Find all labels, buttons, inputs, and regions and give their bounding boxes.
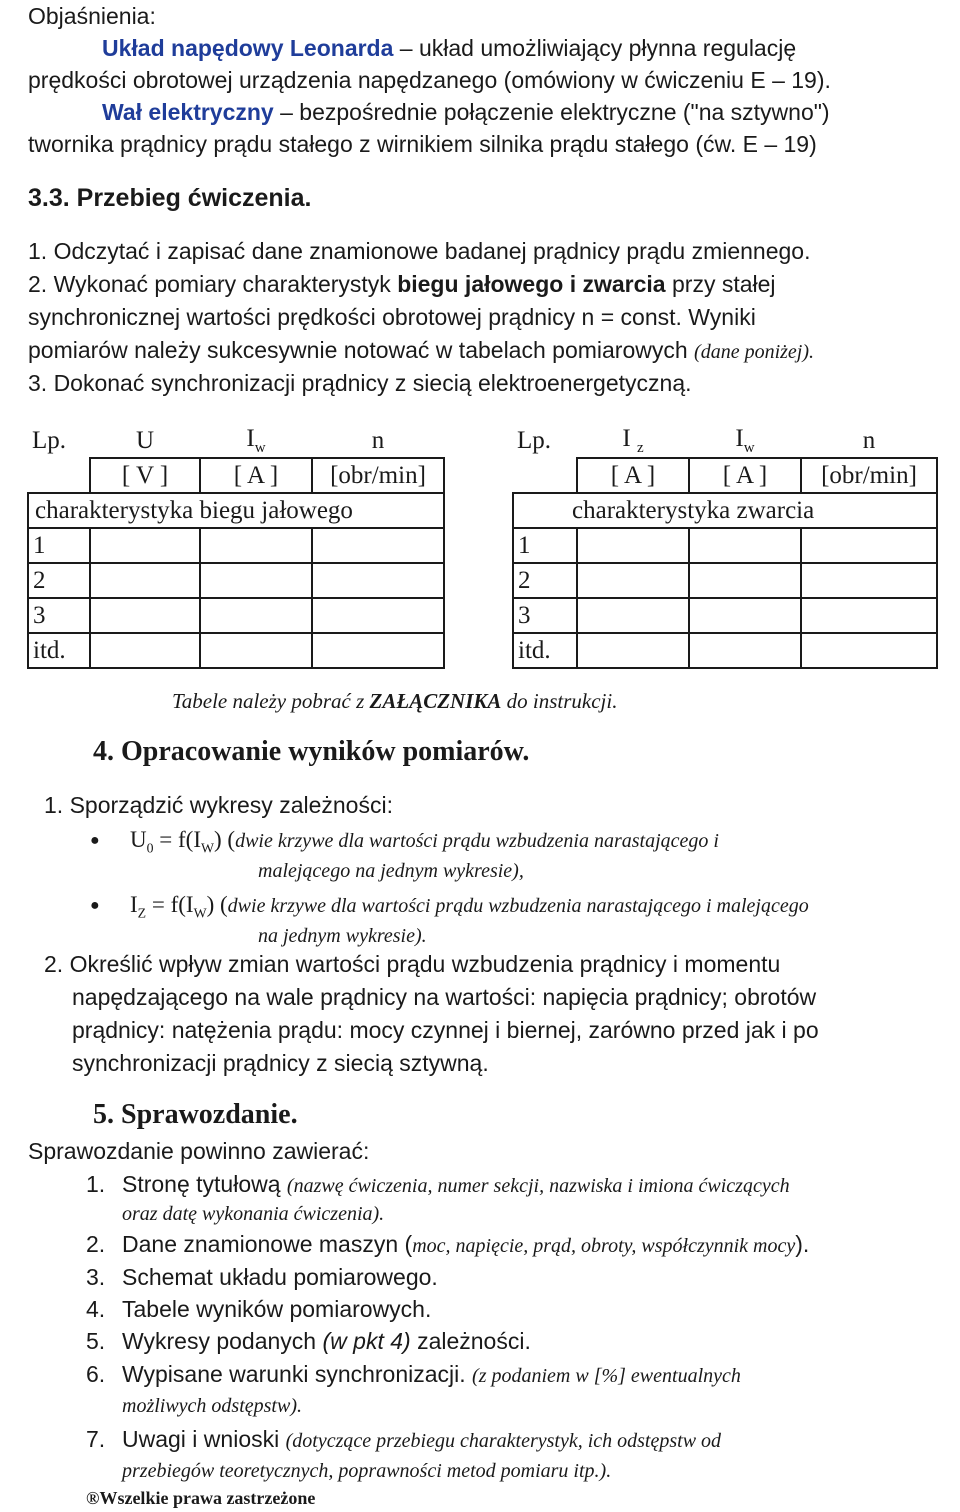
section-4-item-2-l3: prądnicy: natężenia prądu: mocy czynnej i biernej, zarówno przed jak i po: [72, 1017, 819, 1043]
bullet-1: $U_0 = f(I_W)$ (dwie krzywe dla wartości prądu wzbudzenia narastającego i: [130, 827, 719, 856]
list-item-num: 3.: [86, 1264, 106, 1290]
unit-rpm: [obr/min]: [312, 458, 444, 493]
step-2: 2. Wykonać pomiary charakterystyk biegu jałowego i zwarcia przy stałej: [28, 271, 776, 297]
bullet-1-cont: malejącego na jednym wykresie),: [258, 860, 524, 882]
list-item-num: 7.: [86, 1426, 106, 1452]
list-item-cont: oraz datę wykonania ćwiczenia).: [122, 1203, 385, 1225]
explanations-heading: Objaśnienia:: [28, 3, 156, 29]
list-item: Wykresy podanych (w pkt 4) zależności.: [122, 1328, 531, 1354]
list-item: Dane znamionowe maszyn (moc, napięcie, prąd, obroty, współczynnik mocy).: [122, 1231, 810, 1257]
section-4-item-1: 1. Sporządzić wykresy zależności:: [44, 792, 393, 818]
step-2-line3: pomiarów należy sukcesywnie notować w tabelach pomiarowych (dane poniżej).: [28, 337, 815, 363]
section-4-item-2-l4: synchronizacji prądnicy z siecią sztywną.: [72, 1050, 489, 1076]
bullet-icon: ●: [90, 832, 100, 849]
table-row: 3: [28, 598, 444, 633]
unit-rpm: [obr/min]: [801, 458, 937, 493]
table-row: 1: [28, 528, 444, 563]
step-3: 3. Dokonać synchronizacji prądnicy z siecią elektroenergetyczną.: [28, 370, 692, 396]
section-4-item-2-l2: napędzającego na wale prądnicy na wartości: napięcia prądnicy; obrotów: [72, 984, 817, 1010]
table-header-lp: Lp.: [517, 427, 552, 454]
list-item-num: 2.: [86, 1231, 106, 1257]
registered-icon: ®: [86, 1488, 100, 1508]
table-header-n: n: [371, 426, 385, 454]
bullet-2: $I_Z = f(I_W)$ (dwie krzywe dla wartości prądu wzbudzenia narastającego i malejącego: [130, 892, 809, 921]
list-item: Stronę tytułową (nazwę ćwiczenia, numer sekcji, nazwiska i imiona ćwiczących: [122, 1171, 790, 1197]
step-2-line2: synchronicznej wartości prędkości obrotowej prądnicy n = const. Wyniki: [28, 304, 756, 330]
table-row: 1: [513, 528, 937, 563]
table-idle-run: [27, 424, 445, 669]
list-item-cont: przebiegów teoretycznych, poprawności metod pomiaru itp.).: [122, 1460, 612, 1482]
list-item-num: 4.: [86, 1296, 106, 1322]
explanation-leonard-cont: prędkości obrotowej urządzenia napędzanego (omówiony w ćwiczeniu E – 19).: [28, 67, 831, 93]
table-header-iz: I $_z$: [622, 424, 644, 456]
copyright-notice: ®Wszelkie prawa zastrzeżone: [86, 1488, 316, 1508]
table-header-iw: $I_w$: [246, 424, 266, 456]
unit-a: [ A ]: [200, 458, 312, 493]
section-3-3-heading: 3.3. Przebieg ćwiczenia.: [28, 184, 312, 212]
table-header-u: U: [135, 426, 155, 454]
list-item-cont: możliwych odstępstw).: [122, 1395, 302, 1417]
term-wal: Wał elektryczny: [102, 99, 274, 125]
term-leonard: Układ napędowy Leonarda: [102, 35, 394, 61]
section-5-heading: 5. Sprawozdanie.: [93, 1099, 298, 1130]
list-item: Tabele wyników pomiarowych.: [122, 1296, 432, 1322]
step-1: 1. Odczytać i zapisać dane znamionowe badanej prądnicy prądu zmiennego.: [28, 238, 811, 264]
table-header-iw: $I_w$: [735, 424, 755, 456]
table-row: itd.: [513, 633, 937, 668]
list-item: Uwagi i wnioski (dotyczące przebiegu charakterystyk, ich odstępstw od: [122, 1426, 722, 1452]
list-item: Wypisane warunki synchronizacji. (z podaniem w [%] ewentualnych: [122, 1361, 741, 1387]
table-row: 3: [513, 598, 937, 633]
list-item-num: 5.: [86, 1328, 106, 1354]
list-item-num: 1.: [86, 1171, 106, 1197]
section-4-item-2: 2. Określić wpływ zmian wartości prądu wzbudzenia prądnicy i momentu: [44, 951, 781, 977]
section-5-intro: Sprawozdanie powinno zawierać:: [28, 1138, 370, 1164]
table-header-n: n: [862, 426, 876, 454]
table-row: 2: [513, 563, 937, 598]
explanation-wal: Wał elektryczny – bezpośrednie połączenie elektryczne ("na sztywno"): [102, 99, 830, 125]
table-row: 2: [28, 563, 444, 598]
bullet-2-cont: na jednym wykresie).: [258, 925, 427, 947]
unit-v: [ V ]: [90, 458, 200, 493]
explanation-wal-cont: twornika prądnicy prądu stałego z wirnikiem silnika prądu stałego (ćw. E – 19): [28, 131, 817, 157]
unit-a: [ A ]: [577, 458, 689, 493]
table-row: itd.: [28, 633, 444, 668]
section-4-heading: 4. Opracowanie wyników pomiarów.: [93, 736, 530, 767]
table-section-label: charakterystyka zwarcia: [513, 493, 937, 528]
bullet-icon: ●: [90, 897, 100, 914]
list-item-num: 6.: [86, 1361, 106, 1387]
table-section-label: charakterystyka biegu jałowego: [28, 493, 444, 528]
table-note: Tabele należy pobrać z ZAŁĄCZNIKA do instrukcji.: [172, 689, 618, 713]
table-header-lp: Lp.: [32, 427, 67, 454]
list-item: Schemat układu pomiarowego.: [122, 1264, 438, 1290]
table-short-circuit: [512, 424, 938, 669]
unit-a: [ A ]: [689, 458, 801, 493]
explanation-leonard: Układ napędowy Leonarda – układ umożliwiający płynna regulację: [102, 35, 797, 61]
